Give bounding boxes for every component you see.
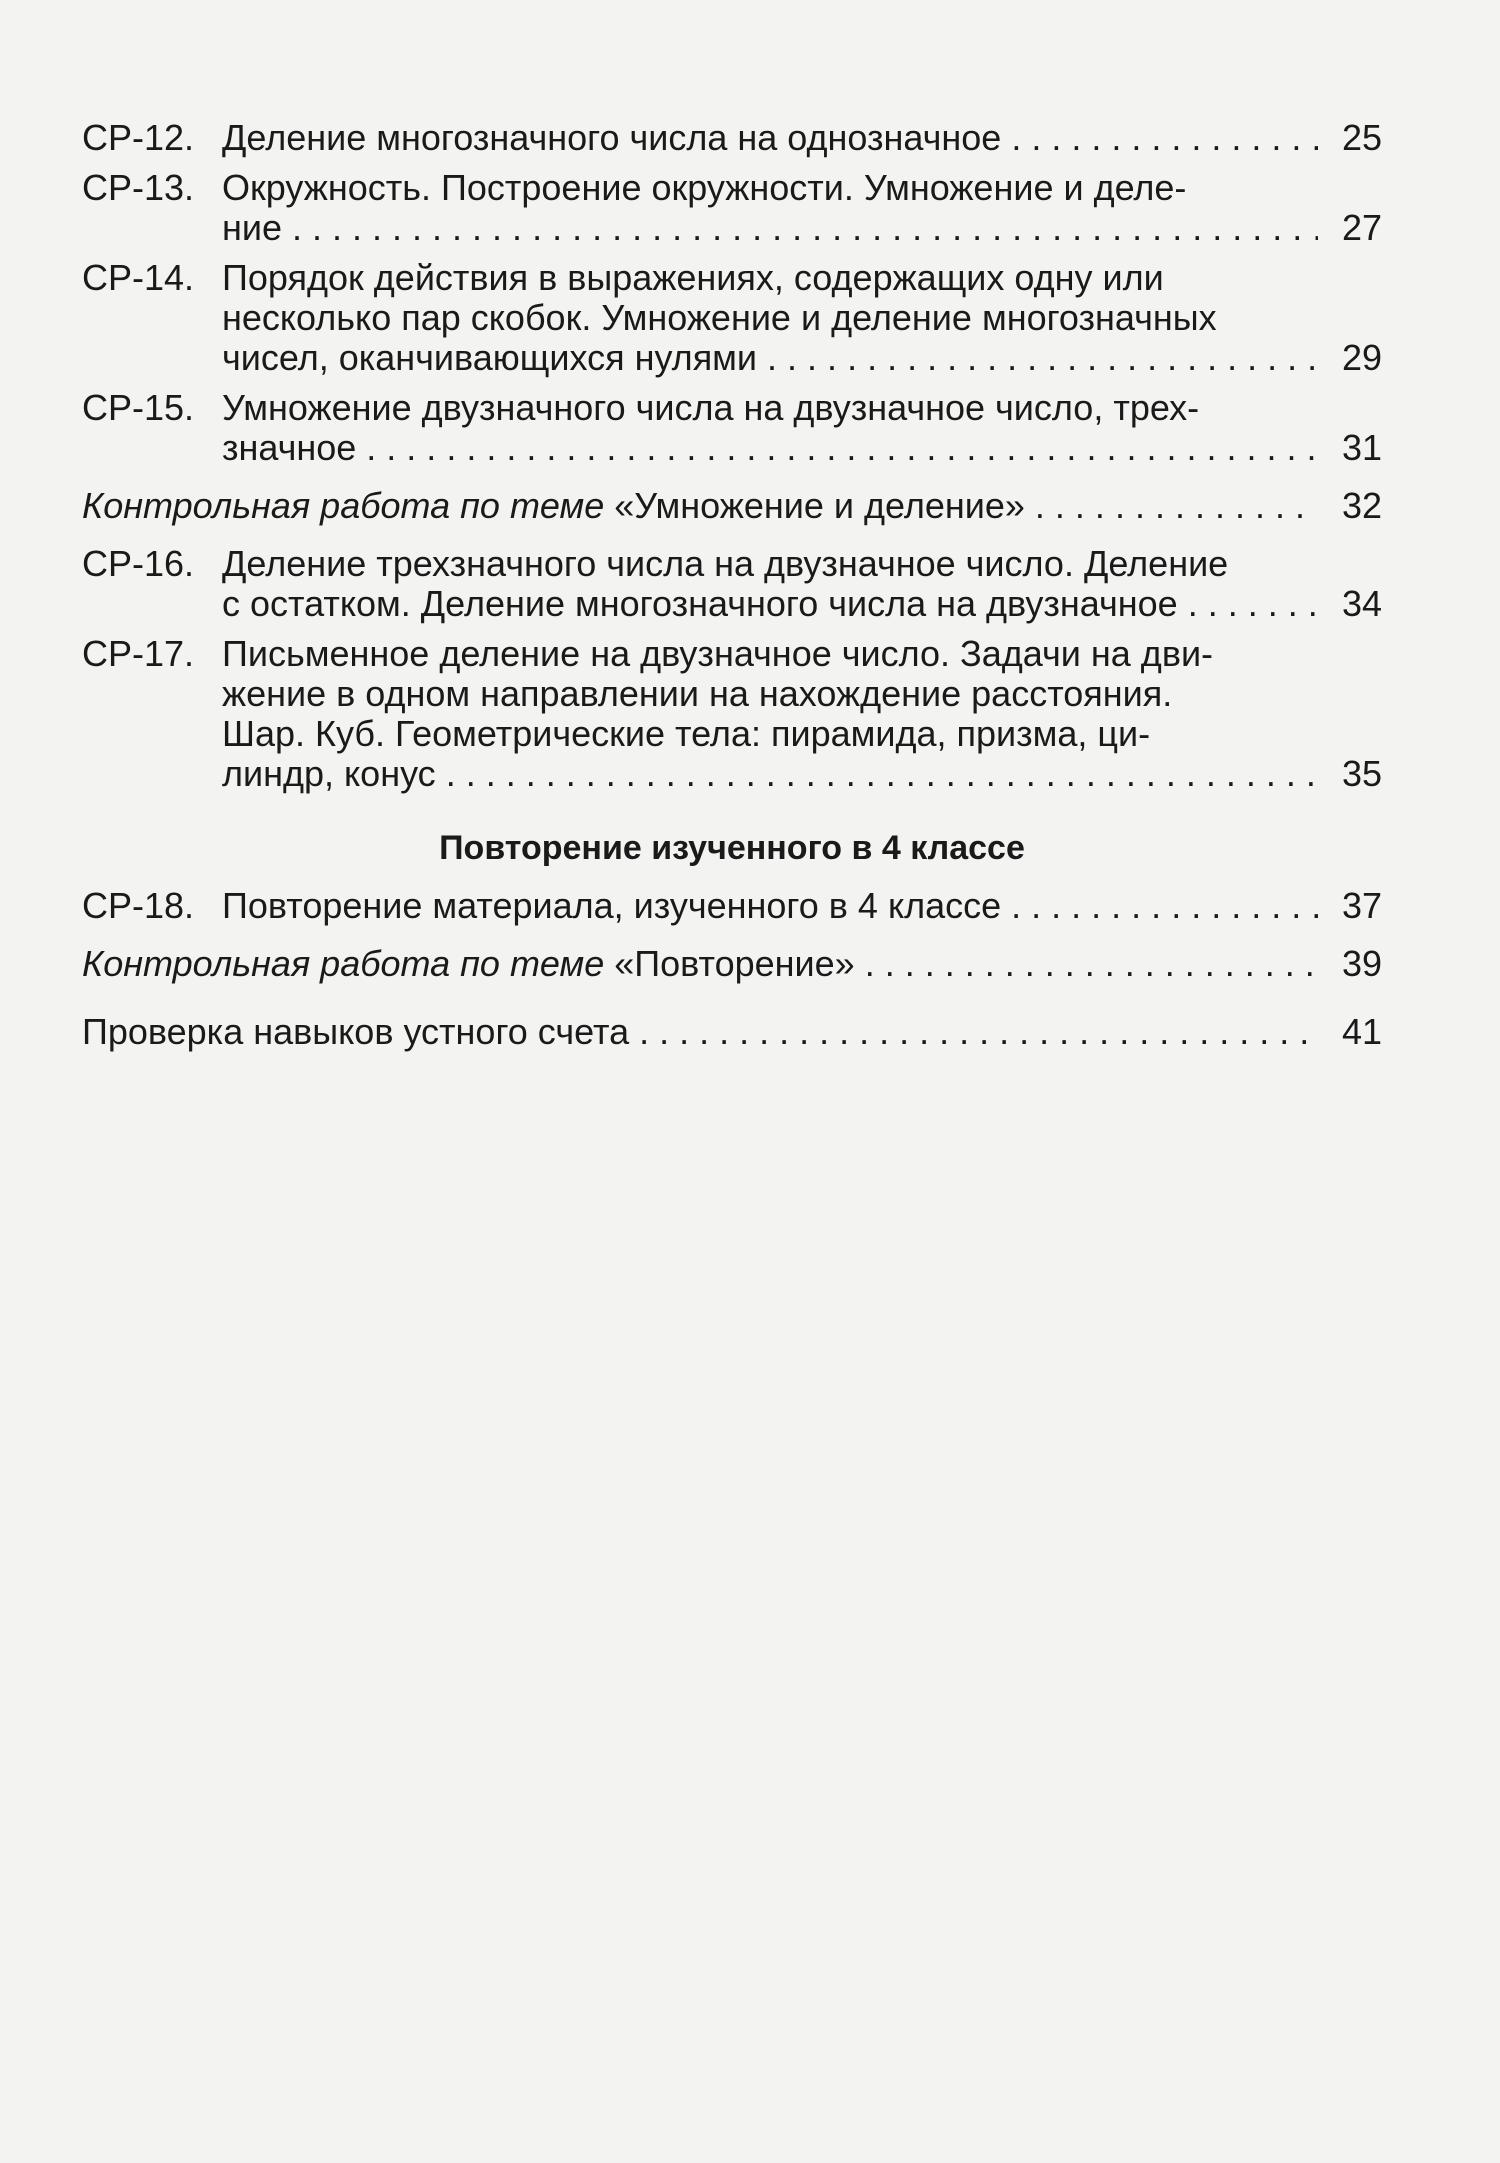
page-number: 39 xyxy=(1341,943,1382,984)
dot-leader xyxy=(1035,486,1318,526)
dot-leader xyxy=(639,1012,1318,1052)
dot-leader xyxy=(865,944,1318,984)
entry-title-line: Порядок действия в выражениях, содержащих одну или xyxy=(222,258,1164,298)
page-number: 35 xyxy=(1341,753,1382,794)
entry-title: Повторение материала, изученного в 4 классе xyxy=(222,885,1002,926)
entry-title-line: Умножение двузначного числа на двузначное число, трех- xyxy=(222,388,1200,428)
dot-leader xyxy=(1011,118,1318,158)
toc-entry-sr15 xyxy=(82,388,1382,468)
dot-leader xyxy=(767,338,1318,378)
page-number: 34 xyxy=(1341,583,1382,624)
entry-title-line: Письменное деление на двузначное число. Задачи на дви- xyxy=(222,634,1214,674)
entry-title: чисел, оканчивающихся нулями xyxy=(222,337,758,378)
entry-code: СР-17. xyxy=(82,633,195,674)
entry-code: СР-12. xyxy=(82,117,195,158)
toc-entry-sr13 xyxy=(82,168,1382,248)
entry-title: Проверка навыков устного счета xyxy=(82,1011,630,1052)
dot-leader xyxy=(1188,584,1318,624)
entry-title: с остатком. Деление многозначного числа на двузначное xyxy=(222,583,1178,624)
entry-title-line: несколько пар скобок. Умножение и деление многозначных xyxy=(222,298,1217,338)
toc-entry-sr14 xyxy=(82,258,1382,378)
page-number: 41 xyxy=(1341,1011,1382,1052)
page-number: 25 xyxy=(1341,117,1382,158)
section-heading: Повторение изученного в 4 классе xyxy=(439,829,1025,867)
toc-entry-control-multiplication xyxy=(82,486,1382,526)
toc-entry-sr17 xyxy=(82,634,1382,794)
entry-title: ние xyxy=(222,207,283,248)
entry-title-line: Шар. Куб. Геометрические тела: пирамида, призма, ци- xyxy=(222,714,1151,754)
entry-title: Деление многозначного числа на однозначное xyxy=(222,117,1002,158)
control-label: Контрольная работа по теме xyxy=(82,485,605,526)
dot-leader xyxy=(446,754,1318,794)
toc-entry-sr18 xyxy=(82,886,1382,926)
control-title: «Умножение и деление» xyxy=(614,485,1025,526)
entry-code: СР-15. xyxy=(82,387,195,428)
entry-title: значное xyxy=(222,427,357,468)
table-of-contents xyxy=(82,118,1382,1052)
toc-entry-sr16 xyxy=(82,544,1382,624)
toc-entry-control-review xyxy=(82,944,1382,984)
entry-code: СР-18. xyxy=(82,885,195,926)
entry-code: СР-13. xyxy=(82,167,195,208)
control-title: «Повторение» xyxy=(614,943,855,984)
toc-entry-sr12 xyxy=(82,118,1382,158)
page-number: 31 xyxy=(1341,427,1382,468)
entry-title-line: Деление трехзначного числа на двузначное число. Деление xyxy=(222,544,1229,584)
entry-code: СР-14. xyxy=(82,257,195,298)
entry-title-line: Окружность. Построение окружности. Умножение и деле- xyxy=(222,168,1187,208)
entry-title-line: жение в одном направлении на нахождение расстояния. xyxy=(222,674,1173,714)
dot-leader xyxy=(1011,886,1318,926)
dot-leader xyxy=(366,428,1318,468)
dot-leader xyxy=(292,208,1318,248)
page-number: 37 xyxy=(1341,885,1382,926)
page-number: 27 xyxy=(1341,207,1382,248)
toc-entry-oral-counting xyxy=(82,1012,1382,1052)
entry-code: СР-16. xyxy=(82,543,195,584)
page-number: 32 xyxy=(1341,485,1382,526)
page-number: 29 xyxy=(1341,337,1382,378)
control-label: Контрольная работа по теме xyxy=(82,943,605,984)
show-through-bleed xyxy=(170,1095,186,1162)
entry-title: линдр, конус xyxy=(222,753,436,794)
